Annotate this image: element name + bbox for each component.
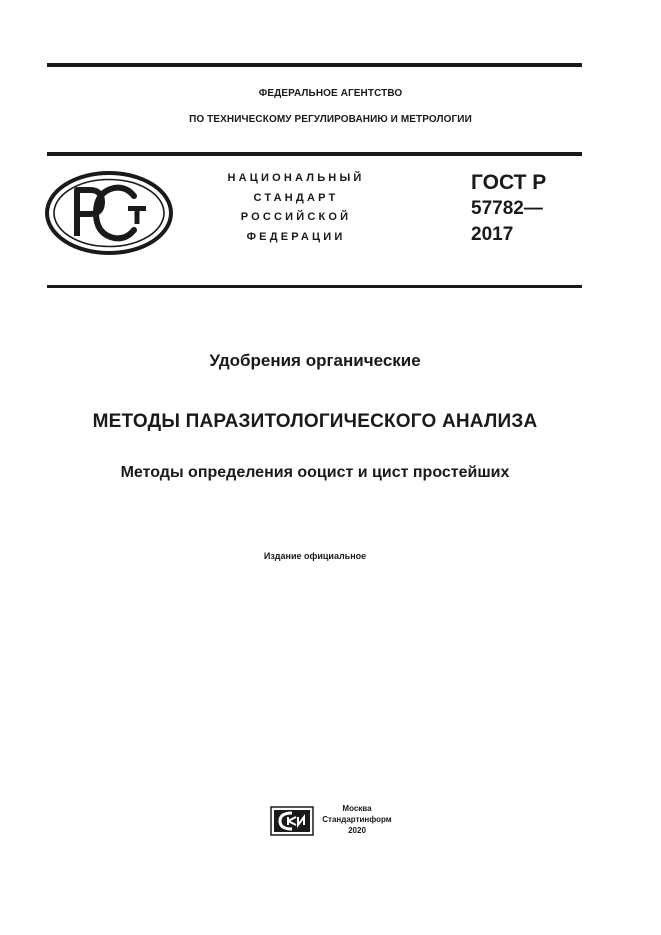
national-line-1: НАЦИОНАЛЬНЫЙ [227, 172, 365, 184]
agency-line-2: ПО ТЕХНИЧЕСКОМУ РЕГУЛИРОВАНИЮ И МЕТРОЛОГИИ [189, 114, 472, 125]
gost-designation [471, 170, 546, 248]
standartinform-logo-icon [270, 806, 314, 836]
gost-line-3: 2017 [471, 224, 514, 245]
edition-label: Издание официальное [263, 551, 367, 561]
document-title: МЕТОДЫ ПАРАЗИТОЛОГИЧЕСКОГО АНАЛИЗА [92, 411, 538, 432]
document-subtitle-2: Методы определения ооцист и цист простейших [120, 464, 510, 481]
document-subtitle: Удобрения органические [209, 351, 421, 370]
lower-rule [47, 285, 582, 288]
publisher-year: 2020 [348, 826, 366, 835]
national-line-2: СТАНДАРТ [253, 191, 339, 204]
publisher-name: Стандартинформ [322, 815, 392, 824]
top-rule [47, 63, 582, 67]
publisher-block [322, 803, 392, 836]
rst-certification-logo-icon [44, 170, 174, 256]
gost-line-2: 57782— [471, 198, 543, 219]
middle-rule [47, 152, 582, 156]
national-standard-label [196, 172, 396, 250]
agency-line-1: ФЕДЕРАЛЬНОЕ АГЕНТСТВО [258, 88, 403, 99]
national-line-4: ФЕДЕРАЦИИ [246, 230, 346, 243]
gost-line-1: ГОСТ Р [471, 171, 547, 194]
national-line-3: РОССИЙСКОЙ [240, 211, 352, 223]
publisher-city: Москва [342, 804, 372, 813]
